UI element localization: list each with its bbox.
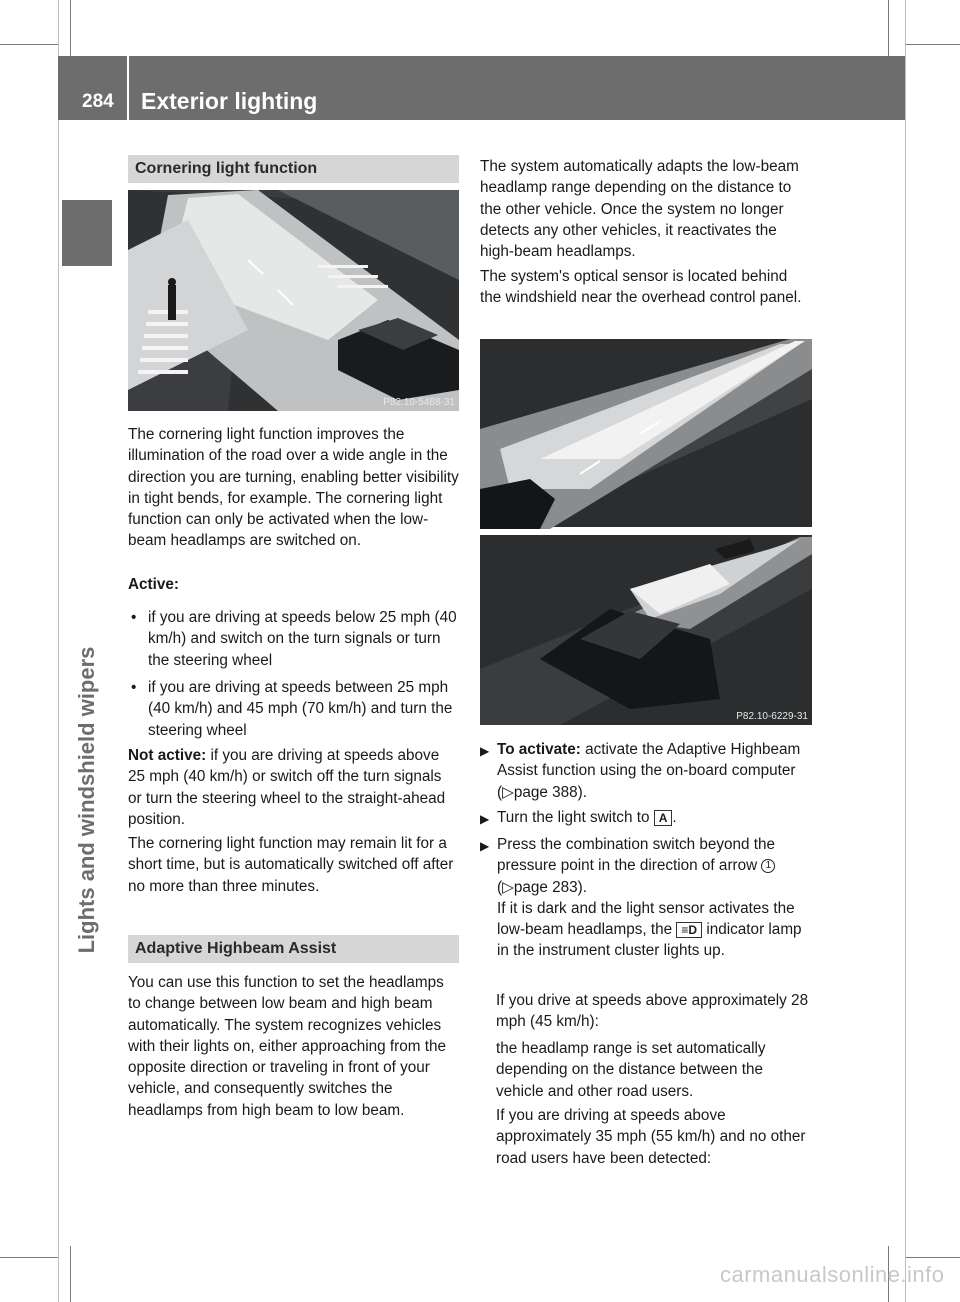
image-caption: P82.10-6229-31	[736, 711, 808, 722]
crop-mark	[888, 0, 889, 56]
chapter-label: Lights and windshield wipers	[74, 646, 99, 954]
step-text: Press the combination switch beyond the pressure point in the direction of arrow 1 (▷page 283). If it is dark and the light sensor activates the low-beam headlamps, the ≡D indicator lamp in the instrument cluster lights up.	[497, 836, 802, 960]
crop-mark	[905, 44, 960, 45]
speed-paragraph-3: If you are driving at speeds above approximately 35 mph (55 km/h) and no other road users have been detected:	[496, 1107, 806, 1167]
arrow-icon: ▶	[480, 839, 490, 853]
crop-mark	[0, 44, 58, 45]
page-ref-link[interactable]: page 283).	[513, 878, 588, 896]
crop-mark	[58, 0, 59, 1302]
adapt-paragraph: The system automatically adapts the low-beam headlamp range depending on the distance to the other vehicle. Once the system no longer detects any other vehicles, it reactivates the high-beam headlamps.	[480, 158, 799, 261]
active-label: Active:	[128, 576, 180, 593]
remain-paragraph: The cornering light function may remain lit for a short time, but is automatically switched off after no more than three minutes.	[128, 835, 454, 895]
step-body: Press the combination switch beyond the pressure point in the direction of arrow	[497, 836, 776, 875]
bullet-text: if you are driving at speeds below 25 mph (40 km/h) and switch on the turn signals or turn the steering wheel	[148, 609, 457, 669]
chapter-tab	[62, 200, 112, 266]
page-ref-link[interactable]: page 388).	[513, 783, 588, 801]
speed-paragraph-1: If you drive at speeds above approximately 28 mph (45 km/h):	[496, 992, 809, 1031]
section-title: Exterior lighting	[141, 88, 318, 114]
low-beam-indicator-icon: ≡D	[676, 922, 702, 938]
step-body: activate the Adaptive Highbeam Assist function using the on-board computer (	[497, 741, 801, 801]
sensor-paragraph: The system's optical sensor is located behind the windshield near the overhead control panel.	[480, 268, 802, 307]
callout-number-icon: 1	[761, 859, 775, 873]
page-ref-icon: ▷	[502, 878, 514, 896]
watermark: carmanualsonline.info	[720, 1262, 945, 1287]
speed-paragraph-2: the headlamp range is set automatically depending on the distance between the vehicle and other road users.	[496, 1040, 766, 1100]
crop-mark	[70, 0, 71, 56]
cornering-intro: The cornering light function improves the illumination of the road over a wide angle in the direction you are turning, enabling better visibility in tight bends, for example. The cornering light function can only be activated when the low-beam headlamps are switched on.	[128, 426, 459, 550]
step-body: Turn the light switch to	[497, 809, 654, 826]
page-number: 284	[82, 91, 114, 112]
step-text: Turn the light switch to A .	[497, 809, 677, 826]
light-switch-auto-icon: A	[654, 810, 673, 826]
page-ref-icon: ▷	[502, 783, 514, 801]
step-text	[497, 739, 813, 803]
crop-mark	[70, 1246, 71, 1302]
step-label: To activate:	[497, 741, 581, 758]
crop-mark	[0, 1257, 58, 1258]
arrow-icon: ▶	[480, 812, 490, 826]
bullet-mark: •	[131, 609, 137, 626]
crop-mark	[905, 0, 906, 1302]
not-active-label: Not active:	[128, 747, 207, 764]
cornering-illustration	[128, 190, 459, 411]
bullet-mark: •	[131, 679, 137, 696]
bullet-text: if you are driving at speeds between 25 mph (40 km/h) and 45 mph (70 km/h) and turn the steering wheel	[148, 679, 453, 739]
adaptive-intro: You can use this function to set the headlamps to change between low beam and high beam automatically. The system recognizes vehicles with their lights on, either approaching from the opposite direction or traveling in front of your vehicle, and consequently switches the headlamps from high beam to low beam.	[128, 974, 447, 1119]
header-separator	[127, 56, 129, 120]
not-active-text: if you are driving at speeds above 25 mph (40 km/h) or switch off the turn signals or turn the steering wheel to the straight-ahead position.	[128, 747, 446, 828]
step-body: If it is dark and the light sensor activates the low-beam headlamps, the	[497, 899, 795, 939]
not-active-paragraph	[128, 745, 459, 830]
adaptive-heading: Adaptive Highbeam Assist	[128, 935, 459, 963]
highbeam-illustration	[480, 339, 812, 725]
image-caption: P82.10-5488-31	[383, 397, 455, 408]
cornering-heading: Cornering light function	[128, 155, 459, 183]
step-body: indicator lamp in the instrument cluster lights up.	[497, 921, 802, 960]
arrow-icon: ▶	[480, 744, 490, 758]
crop-mark	[905, 1257, 960, 1258]
